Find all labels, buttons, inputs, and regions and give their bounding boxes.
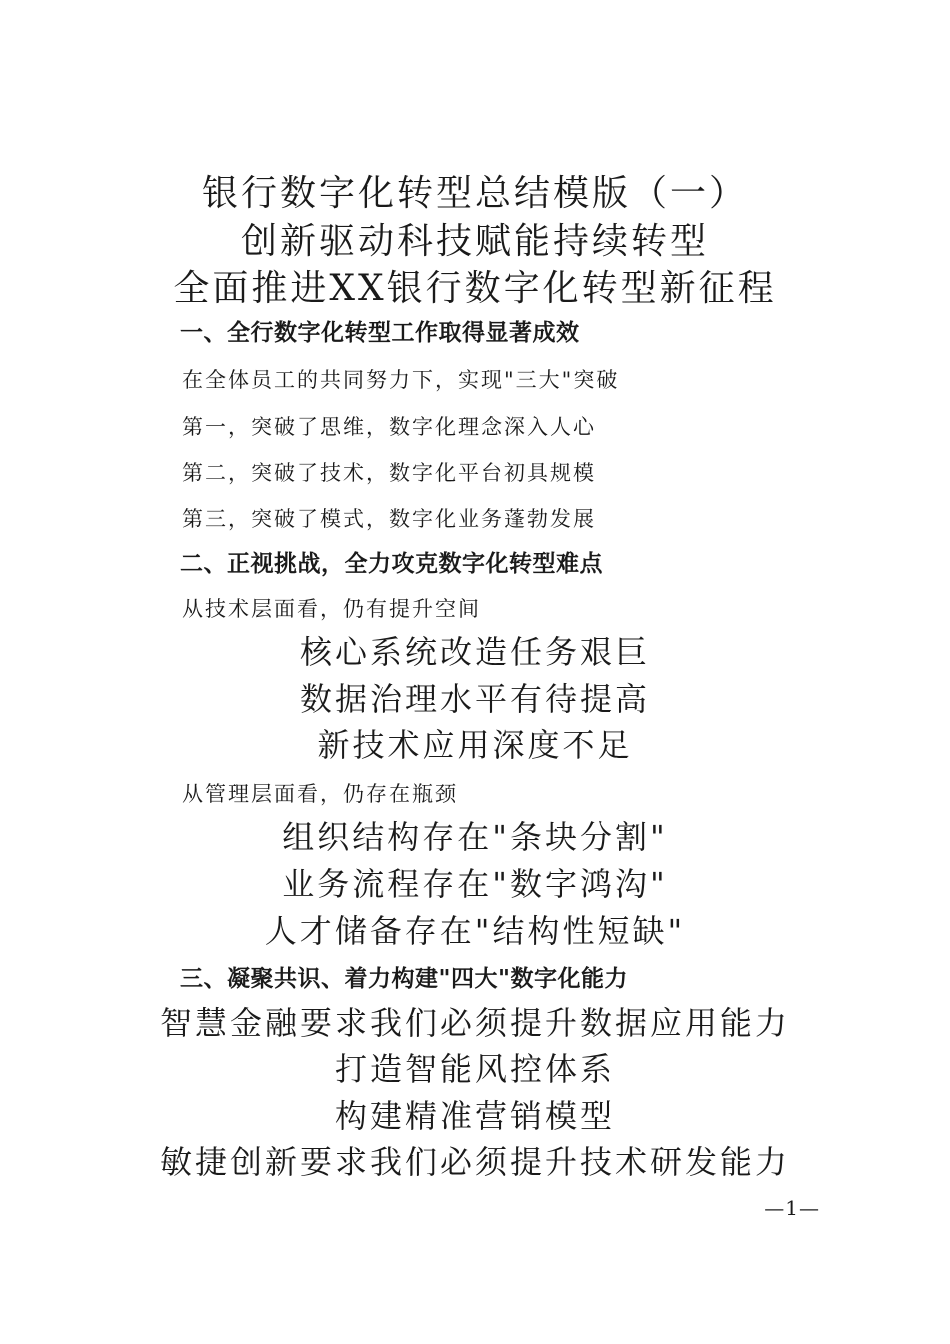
section-3-item: 智慧金融要求我们必须提升数据应用能力 xyxy=(159,1004,790,1042)
section-1-item: 第三，突破了模式，数字化业务蓬勃发展 xyxy=(182,507,596,531)
section-3-heading: 三、凝聚共识、着力构建"四大"数字化能力 xyxy=(180,966,628,992)
section-1-heading: 一、全行数字化转型工作取得显著成效 xyxy=(180,320,580,346)
section-2-heading: 二、正视挑战，全力攻克数字化转型难点 xyxy=(180,551,603,577)
section-3-item: 打造智能风控体系 xyxy=(334,1050,615,1088)
title-line-3: 全面推进XX银行数字化转型新征程 xyxy=(173,268,777,309)
section-1-item: 第二，突破了技术，数字化平台初具规模 xyxy=(182,461,596,485)
section-2-tech-item: 数据治理水平有待提高 xyxy=(299,680,650,718)
section-3-item: 构建精准营销模型 xyxy=(334,1097,615,1135)
section-2-mgmt-item: 组织结构存在"条块分割" xyxy=(282,818,668,856)
title-line-1: 银行数字化转型总结模版（一） xyxy=(201,173,748,214)
section-2-mgmt-intro: 从管理层面看，仍存在瓶颈 xyxy=(182,782,458,806)
section-1-item: 第一，突破了思维，数字化理念深入人心 xyxy=(182,415,596,439)
section-3-item: 敏捷创新要求我们必须提升技术研发能力 xyxy=(159,1143,790,1181)
section-2-tech-item: 新技术应用深度不足 xyxy=(317,726,633,764)
page-number: —1— xyxy=(764,1196,820,1220)
section-2-tech-intro: 从技术层面看，仍有提升空间 xyxy=(182,597,481,621)
section-2-tech-item: 核心系统改造任务艰巨 xyxy=(299,633,650,671)
section-2-mgmt-item: 业务流程存在"数字鸿沟" xyxy=(282,865,668,903)
title-line-2: 创新驱动科技赋能持续转型 xyxy=(240,221,709,262)
section-1-intro: 在全体员工的共同努力下，实现"三大"突破 xyxy=(182,368,620,392)
section-2-mgmt-item: 人才储备存在"结构性短缺" xyxy=(264,912,686,950)
